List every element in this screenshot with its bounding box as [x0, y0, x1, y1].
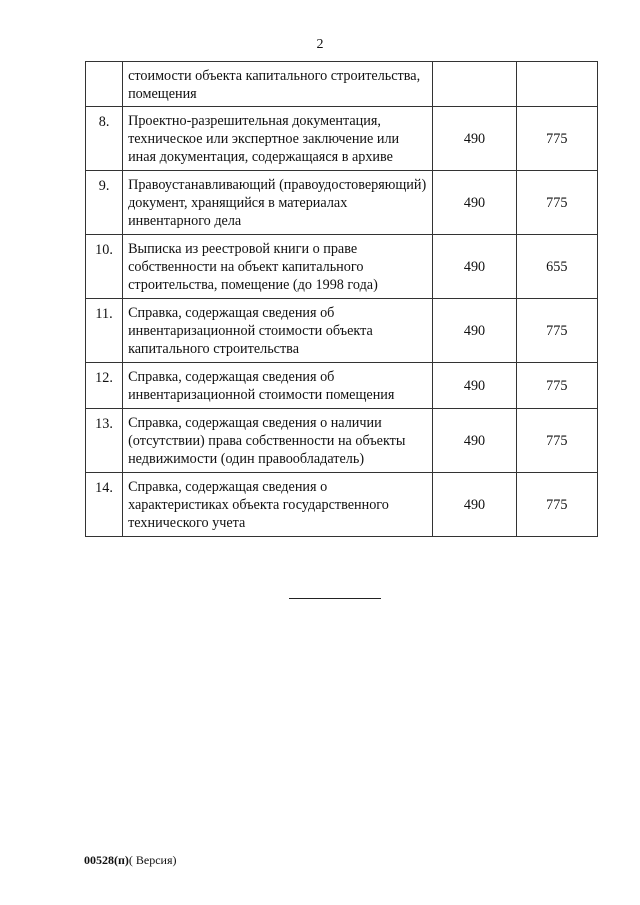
fee-table: [85, 61, 598, 537]
table-row: [86, 299, 598, 363]
table-row: [86, 171, 598, 235]
row-value-1: 490: [433, 171, 516, 235]
row-value-2: 775: [516, 473, 597, 537]
row-value-2: 775: [516, 299, 597, 363]
row-number: 10.: [86, 235, 123, 299]
row-value-1: 490: [433, 409, 516, 473]
row-value-1: 490: [433, 363, 516, 409]
row-number: 9.: [86, 171, 123, 235]
footer: [84, 853, 177, 868]
row-value-1: 490: [433, 299, 516, 363]
table-row: [86, 473, 598, 537]
row-description: Справка, содержащая сведения об инвентаризационной стоимости помещения: [123, 363, 433, 409]
row-value-2: [516, 62, 597, 107]
row-value-2: 775: [516, 107, 597, 171]
row-description: Справка, содержащая сведения о наличии (отсутствии) права собственности на объекты недвижимости (один правообладатель): [123, 409, 433, 473]
document-version: ( Версия): [128, 853, 177, 867]
row-description: Проектно-разрешительная документация, техническое или экспертное заключение или иная документация, содержащаяся в архиве: [123, 107, 433, 171]
row-value-2: 775: [516, 363, 597, 409]
row-description: Правоустанавливающий (правоудостоверяющий) документ, хранящийся в материалах инвентарного дела: [123, 171, 433, 235]
table-row: [86, 409, 598, 473]
row-number: 13.: [86, 409, 123, 473]
row-number: 8.: [86, 107, 123, 171]
table-row: [86, 363, 598, 409]
row-description: Выписка из реестровой книги о праве собственности на объект капитального строительства, помещение (до 1998 года): [123, 235, 433, 299]
row-number: 12.: [86, 363, 123, 409]
row-value-2: 775: [516, 171, 597, 235]
row-number: 14.: [86, 473, 123, 537]
row-value-2: 775: [516, 409, 597, 473]
row-value-1: 490: [433, 235, 516, 299]
row-description: Справка, содержащая сведения о характеристиках объекта государственного технического учета: [123, 473, 433, 537]
row-value-2: 655: [516, 235, 597, 299]
row-description: Справка, содержащая сведения об инвентаризационной стоимости объекта капитального строительства: [123, 299, 433, 363]
row-value-1: [433, 62, 516, 107]
table-row: [86, 235, 598, 299]
page-number: 2: [316, 37, 324, 52]
row-value-1: 490: [433, 473, 516, 537]
end-divider: [289, 598, 381, 599]
row-description: стоимости объекта капитального строительства, помещения: [123, 62, 433, 107]
table-row: [86, 62, 598, 107]
row-number: [86, 62, 123, 107]
row-value-1: 490: [433, 107, 516, 171]
row-number: 11.: [86, 299, 123, 363]
document-code: 00528(п): [84, 853, 129, 867]
table-row: [86, 107, 598, 171]
